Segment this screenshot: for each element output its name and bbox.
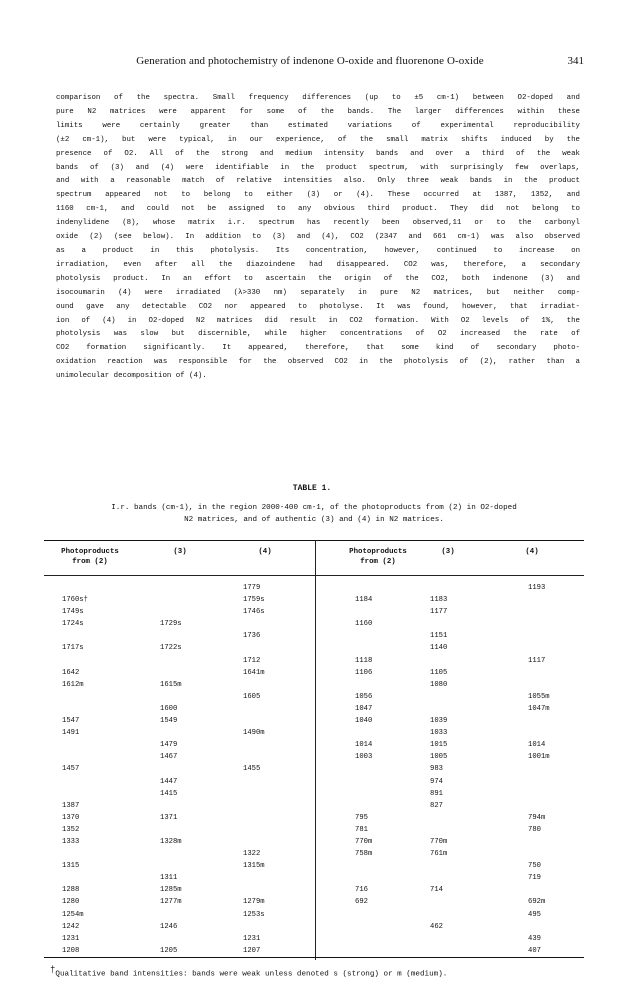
table-cell: 1014 — [355, 741, 373, 750]
table-cell: 1055m — [528, 692, 550, 701]
table-cell: 770m — [355, 837, 373, 846]
body-line: presence of O2. All of the strong and medium intensity bands and over a third of the weak — [56, 149, 580, 158]
body-line: irradiation, even after all the diazoindene had disappeared. CO2 was, therefore, a secondary — [56, 260, 580, 269]
table-cell — [62, 776, 88, 788]
table-cell: 780 — [528, 825, 541, 834]
table-cell: 1387 — [62, 801, 80, 810]
table-cell: 1208 — [62, 946, 80, 955]
footnote-text: Qualitative band intensities: bands were weak unless denoted s (strong) or m (medium). — [55, 970, 448, 979]
table-cell — [62, 703, 88, 715]
table-cell — [528, 776, 550, 788]
table-cell: 795 — [355, 813, 368, 822]
body-line: as a product in this photolysis. Its concentration, however, continued to increase on — [56, 246, 580, 255]
table-cell — [528, 715, 550, 727]
table-cell — [160, 824, 182, 836]
header-photoproducts-right — [338, 547, 418, 567]
table-cell — [528, 848, 550, 860]
table-cell — [528, 679, 550, 691]
table-cell — [62, 739, 88, 751]
table-cell — [430, 933, 447, 945]
table-cell — [355, 921, 372, 933]
table-cell — [355, 872, 372, 884]
table-cell — [528, 630, 550, 642]
table-cell — [160, 848, 182, 860]
column-left-photoproducts — [62, 582, 88, 957]
table-cell — [355, 642, 372, 654]
table-cell: 1160 — [355, 620, 373, 629]
table-cell: 1333 — [62, 837, 80, 846]
table-cell: 1612m — [62, 680, 84, 689]
table-cell — [160, 630, 182, 642]
table-cell — [243, 679, 265, 691]
table-cell — [243, 788, 265, 800]
table-cell: 462 — [430, 922, 443, 931]
table-cell: 1736 — [243, 632, 261, 641]
header-label: from (2) — [360, 558, 396, 566]
table-caption-line: I.r. bands (cm-1), in the region 2000-400 cm-1, of the photoproducts from (2) in O2-doped — [111, 504, 517, 512]
table-caption-line: N2 matrices, and of authentic (3) and (4) in N2 matrices. — [184, 515, 444, 524]
table-cell — [430, 872, 447, 884]
table-cell: 1231 — [62, 934, 80, 943]
body-line: isocoumarin (4) were irradiated (λ>330 nm) separately in pure N2 matrices, but neither comp- — [56, 288, 580, 297]
table-cell — [62, 751, 88, 763]
table-cell: 761m — [430, 850, 448, 859]
table-cell: 1001m — [528, 753, 550, 762]
body-line: pure N2 matrices were apparent for some of the bands. The larger differences within these — [56, 107, 580, 116]
table-cell: 1193 — [528, 584, 546, 592]
table-cell: 1014 — [528, 741, 546, 750]
table-cell: 1039 — [430, 717, 448, 726]
table-cell: 719 — [528, 874, 541, 883]
table-cell — [243, 618, 265, 630]
table-cell — [243, 872, 265, 884]
table-cell — [62, 630, 88, 642]
table-cell — [355, 606, 372, 618]
header-col3-right: (3) — [441, 548, 455, 556]
table-cell — [528, 763, 550, 775]
table-cell: 1183 — [430, 596, 448, 605]
table-cell — [62, 788, 88, 800]
table-cell: 1277m — [160, 898, 182, 907]
table-cell: 1717s — [62, 644, 84, 653]
table-cell: 1712 — [243, 656, 261, 665]
body-line: unimolecular decomposition of (4). — [56, 372, 207, 381]
table-cell: 692 — [355, 898, 368, 907]
table-cell — [160, 582, 182, 594]
body-line: comparison of the spectra. Small frequency differences (up to ±5 cm-1) between O2-doped and — [56, 94, 580, 102]
table-cell — [355, 788, 372, 800]
table-cell: 1605 — [243, 692, 261, 701]
table-cell — [430, 896, 447, 908]
table-cell — [243, 836, 265, 848]
table-cell — [160, 800, 182, 812]
table-cell — [528, 667, 550, 679]
table-cell: 1749s — [62, 608, 84, 617]
column-left-3 — [160, 582, 182, 957]
body-line: indenylidene (8), whose matrix i.r. spectrum has recently been observed,11 or to the carbonyl — [56, 219, 580, 228]
table-cell — [160, 933, 182, 945]
table-cell — [355, 909, 372, 921]
body-line: oxide (2) (see below). In addition to (3) and (4), CO2 (2347 and 661 cm-1) was also observed — [56, 233, 580, 242]
body-line: photolysis was slow but discernible, while higher concentrations of O2 increased the rate of — [56, 330, 580, 339]
table-cell: 758m — [355, 850, 373, 859]
table-cell — [243, 715, 265, 727]
table-cell — [430, 824, 447, 836]
table-cell — [430, 860, 447, 872]
table-cell: 1415 — [160, 789, 178, 798]
table-cell: 1184 — [355, 596, 373, 605]
table-cell — [243, 776, 265, 788]
body-line: spectrum appeared not to belong to either (3) or (4). These occurred at 1387, 1352, and — [56, 191, 580, 200]
table-cell: 1231 — [243, 934, 261, 943]
table-cell: 1288 — [62, 886, 80, 895]
table-cell: 1056 — [355, 692, 373, 701]
body-line: limits were certainly greater than estimated variations of experimental reproducibility — [56, 121, 580, 130]
table-cell — [528, 800, 550, 812]
table-cell: 1005 — [430, 753, 448, 762]
table-column-divider — [315, 540, 316, 960]
table-cell — [430, 618, 447, 630]
table-header-rule — [44, 575, 584, 576]
table-cell — [528, 642, 550, 654]
body-line: and with a reasonable match of relative intensities also. Only three weak bands in the product — [56, 177, 580, 186]
table-cell: 1280 — [62, 898, 80, 907]
table-cell: 1447 — [160, 777, 178, 786]
table-cell — [160, 655, 182, 667]
table-cell: 781 — [355, 825, 368, 834]
table-cell: 1328m — [160, 837, 182, 846]
header-col4-right: (4) — [525, 548, 539, 556]
table-cell — [160, 860, 182, 872]
table-cell: 1253s — [243, 910, 265, 919]
table-cell — [430, 703, 447, 715]
table-cell: 1549 — [160, 717, 178, 726]
column-right-4 — [528, 582, 550, 957]
table-cell: 1311 — [160, 874, 178, 883]
table-cell — [430, 812, 447, 824]
table-cell: 1642 — [62, 668, 80, 677]
table-cell — [160, 667, 182, 679]
table-cell: 714 — [430, 886, 443, 895]
table-cell: 1455 — [243, 765, 261, 774]
header-label: Photoproducts — [349, 548, 407, 556]
table-cell — [62, 872, 88, 884]
header-label: Photoproducts — [61, 548, 119, 556]
table-cell — [355, 727, 372, 739]
table-cell — [62, 848, 88, 860]
table-cell: 1491 — [62, 729, 80, 738]
table-cell: 1047m — [528, 704, 550, 713]
table-cell: 1015 — [430, 741, 448, 750]
table-cell — [430, 691, 447, 703]
table-cell: 1205 — [160, 946, 178, 955]
table-cell — [528, 618, 550, 630]
table-cell: 983 — [430, 765, 443, 774]
column-right-3 — [430, 582, 447, 957]
table-cell: 794m — [528, 813, 546, 822]
table-cell: 1315 — [62, 862, 80, 871]
table-cell — [355, 945, 372, 957]
table-cell: 1207 — [243, 946, 261, 955]
table-cell: 1352 — [62, 825, 80, 834]
table-cell: 1105 — [430, 668, 448, 677]
table-cell — [62, 691, 88, 703]
table-cell: 1547 — [62, 717, 80, 726]
table-cell: 750 — [528, 862, 541, 871]
table-cell: 1279m — [243, 898, 265, 907]
table-cell: 974 — [430, 777, 443, 786]
table-cell — [160, 727, 182, 739]
table-cell: 1315m — [243, 862, 265, 871]
table-cell: 1479 — [160, 741, 178, 750]
table-cell — [160, 594, 182, 606]
table-cell — [528, 594, 550, 606]
table-cell: 1177 — [430, 608, 448, 617]
table-cell: 692m — [528, 898, 546, 907]
table-cell: 1254m — [62, 910, 84, 919]
table-cell: 827 — [430, 801, 443, 810]
table-cell — [355, 800, 372, 812]
header-label: from (2) — [72, 558, 108, 566]
table-cell: 1746s — [243, 608, 265, 617]
table-cell — [528, 788, 550, 800]
table-cell — [430, 945, 447, 957]
table-cell — [243, 800, 265, 812]
table-cell: 1285m — [160, 886, 182, 895]
table-cell: 1322 — [243, 850, 261, 859]
body-line: photolysis product. In an effort to ascertain the origin of the CO2, both indenone (3) and — [56, 274, 580, 283]
table-footnote — [50, 965, 447, 979]
table-cell: 1600 — [160, 704, 178, 713]
table-cell: 1033 — [430, 729, 448, 738]
table-cell: 439 — [528, 934, 541, 943]
table-title: TABLE 1. — [292, 484, 332, 493]
table-cell: 1467 — [160, 753, 178, 762]
body-paragraph — [56, 92, 580, 384]
table-cell — [355, 582, 372, 594]
table-cell — [160, 763, 182, 775]
table-cell: 1779 — [243, 584, 261, 592]
table-cell — [355, 763, 372, 775]
table-cell: 1118 — [355, 656, 373, 665]
column-right-photoproducts — [355, 582, 372, 957]
table-cell — [528, 921, 550, 933]
table-cell — [430, 909, 447, 921]
table-cell: 1242 — [62, 922, 80, 931]
table-cell — [355, 776, 372, 788]
table-cell: 1370 — [62, 813, 80, 822]
table-cell: 1140 — [430, 644, 448, 653]
table-cell — [62, 655, 88, 667]
table-cell: 1615m — [160, 680, 182, 689]
table-cell — [243, 824, 265, 836]
table-cell — [355, 630, 372, 642]
table-top-rule — [44, 540, 584, 541]
table-cell — [430, 582, 447, 594]
table-cell: 1047 — [355, 704, 373, 713]
column-left-4 — [243, 582, 265, 957]
table-cell: 407 — [528, 946, 541, 955]
table-cell — [243, 739, 265, 751]
table-cell — [160, 691, 182, 703]
table-cell: 1246 — [160, 922, 178, 931]
body-line: ound gave any detectable CO2 nor appeared to photolyse. It was found, however, that irradiat- — [56, 302, 580, 311]
table-cell: 1151 — [430, 632, 448, 641]
body-line: (±2 cm-1), but were typical, in our experience, of the small matrix shifts induced by the — [56, 135, 580, 144]
body-line: oxidation reaction was responsible for the observed CO2 in the photolysis of (2), rather than a — [56, 358, 580, 367]
table-cell: 1080 — [430, 680, 448, 689]
table-cell — [243, 921, 265, 933]
body-line: ion of (4) in O2-doped N2 matrices did result in CO2 formation. With O2 levels of 1%, the — [56, 316, 580, 325]
table-cell: 770m — [430, 837, 448, 846]
table-cell — [528, 606, 550, 618]
table-cell — [355, 679, 372, 691]
table-cell: 1117 — [528, 656, 546, 665]
table-cell: 1106 — [355, 668, 373, 677]
table-cell — [62, 582, 88, 594]
table-cell — [243, 884, 265, 896]
table-cell: 1371 — [160, 813, 178, 822]
table-cell — [430, 655, 447, 667]
body-line: CO2 formation significantly. It appeared, therefore, that some kind of secondary photo- — [56, 344, 580, 353]
table-cell: 495 — [528, 910, 541, 919]
table-cell: 1722s — [160, 644, 182, 653]
table-cell: 716 — [355, 886, 368, 895]
header-col4-left: (4) — [258, 548, 272, 556]
header-col3-left: (3) — [173, 548, 187, 556]
table-cell — [528, 884, 550, 896]
table-cell — [355, 933, 372, 945]
table-cell — [528, 836, 550, 848]
table-cell: 1759s — [243, 596, 265, 605]
table-cell — [243, 812, 265, 824]
table-cell: 1003 — [355, 753, 373, 762]
header-photoproducts-left — [50, 547, 130, 567]
table-cell: 1457 — [62, 765, 80, 774]
table-cell — [528, 727, 550, 739]
table-cell: 891 — [430, 789, 443, 798]
table-cell: 1040 — [355, 717, 373, 726]
table-cell: 1490m — [243, 729, 265, 738]
table-cell — [243, 703, 265, 715]
table-cell: 1760s† — [62, 596, 88, 605]
body-line: bands of (3) and (4) were identifiable in the product spectrum, with surprisingly few overlaps, — [56, 163, 580, 172]
table-cell — [243, 642, 265, 654]
page-number: 341 — [567, 55, 584, 67]
running-title: Generation and photochemistry of indenone O-oxide and fluorenone O-oxide — [136, 55, 484, 67]
table-cell: 1729s — [160, 620, 182, 629]
table-caption — [44, 503, 584, 526]
dagger-mark: † — [50, 965, 56, 975]
table-cell — [355, 860, 372, 872]
body-line: 1160 cm-1, and could not be assigned to any obvious third product. They did not belong to — [56, 205, 580, 214]
table-cell: 1641m — [243, 668, 265, 677]
table-cell — [160, 909, 182, 921]
table-cell: 1724s — [62, 620, 84, 629]
table-cell — [160, 606, 182, 618]
table-cell — [243, 751, 265, 763]
table-bottom-rule — [44, 957, 584, 958]
